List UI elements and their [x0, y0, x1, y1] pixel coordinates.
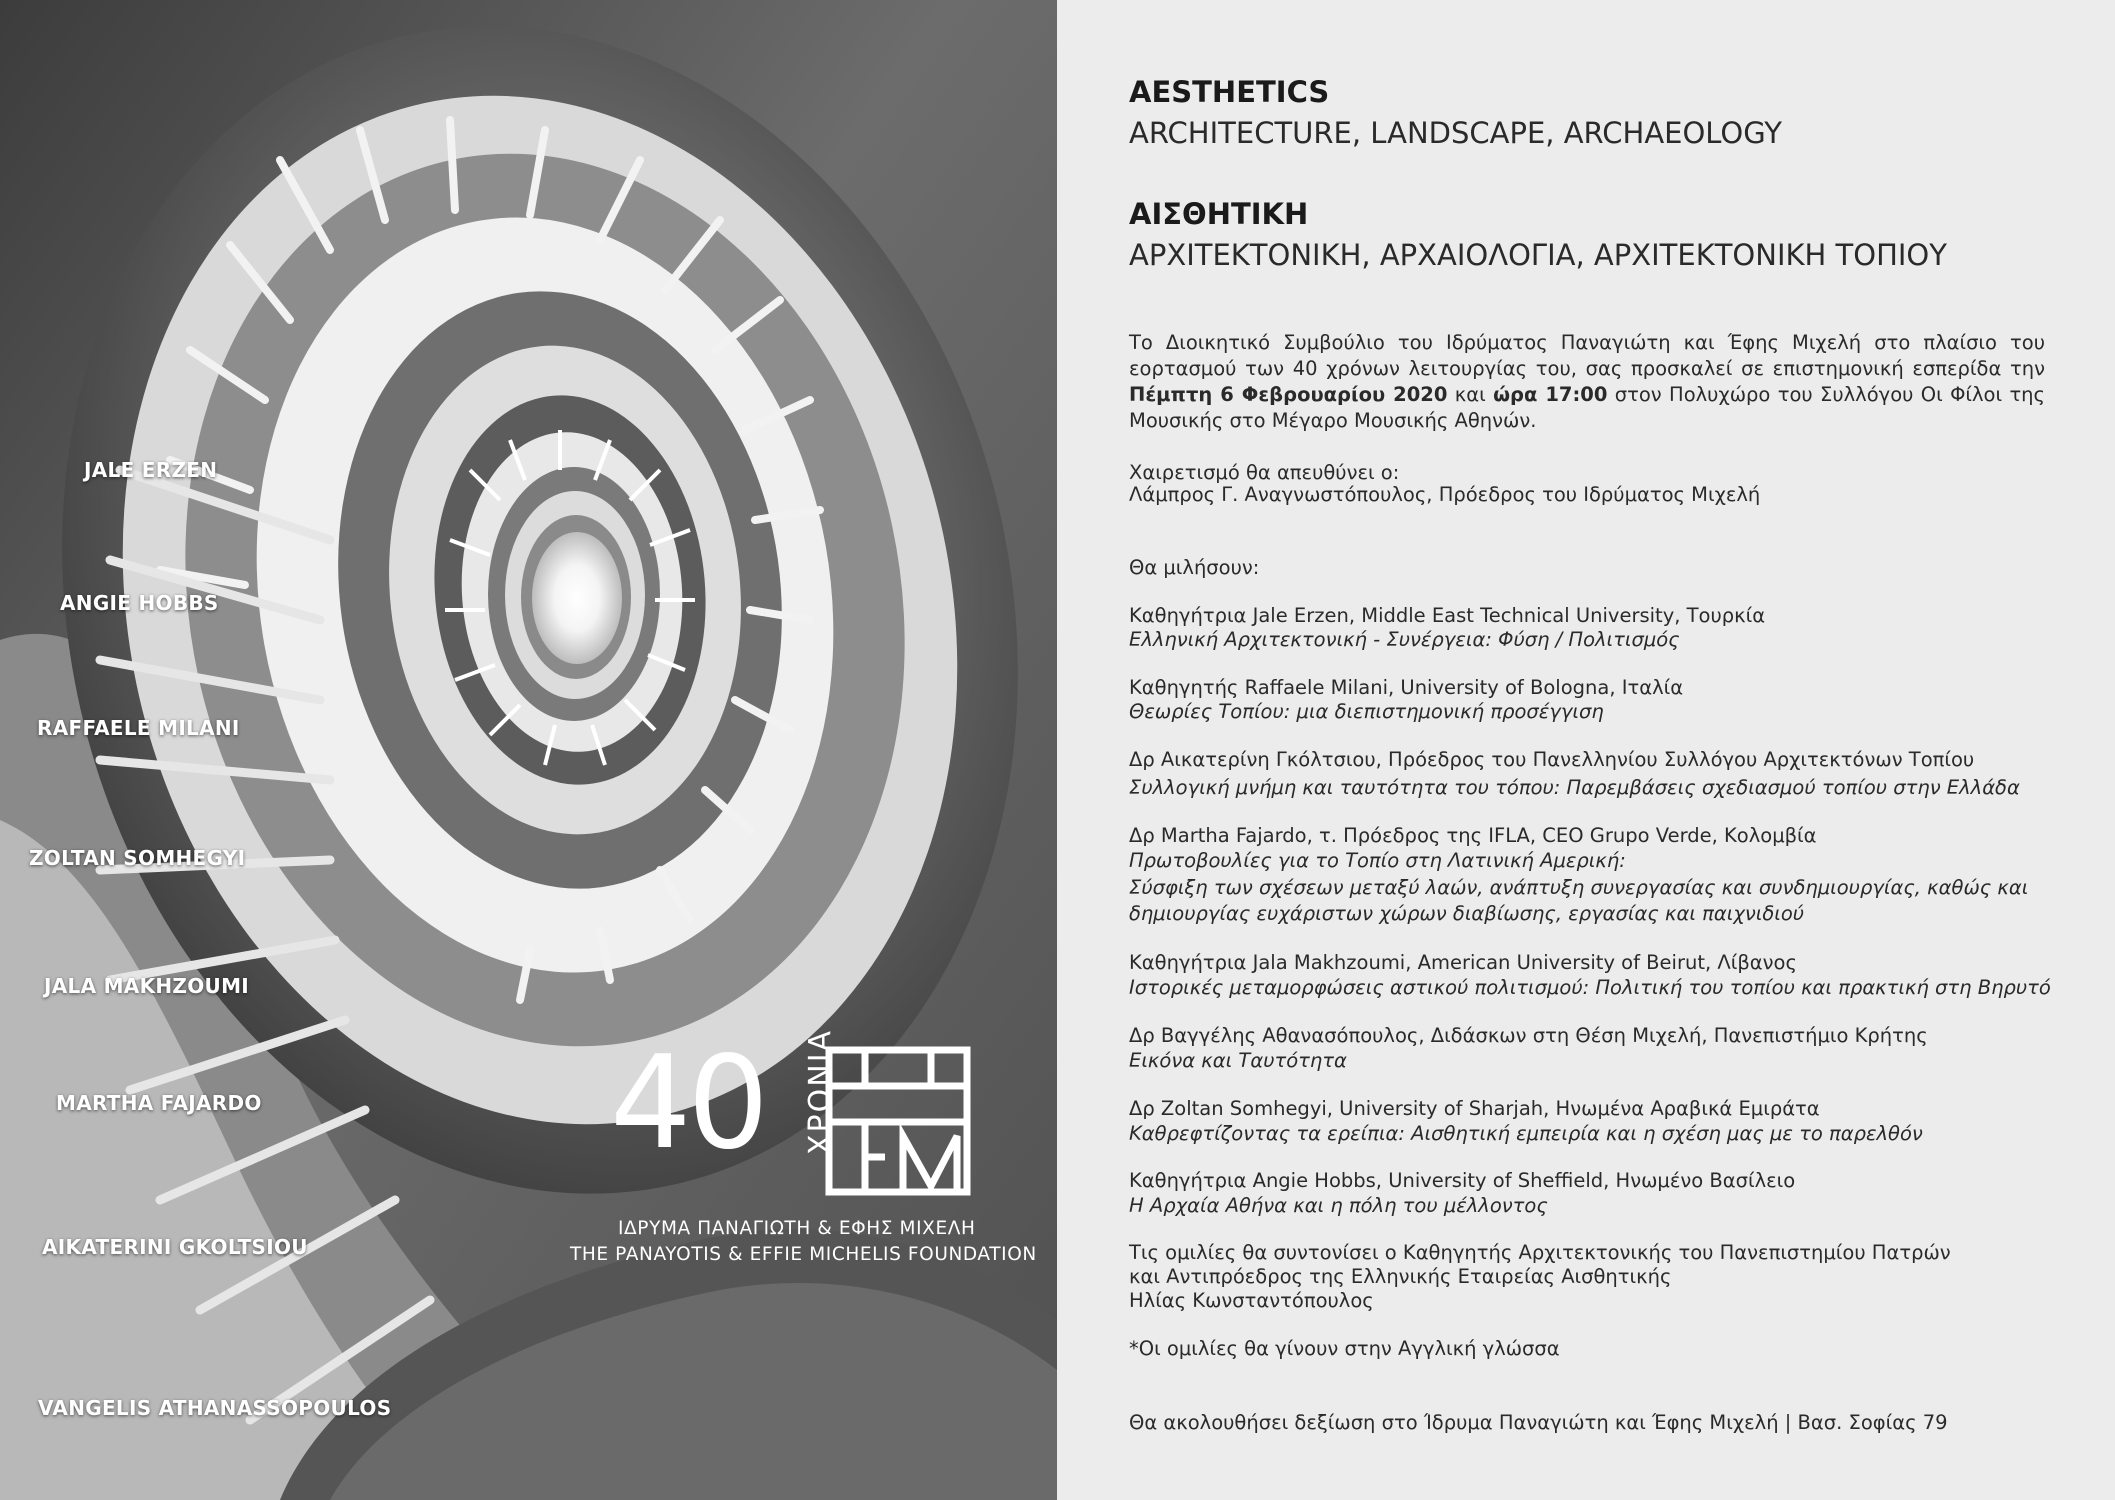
intro-text: στον Πολυχώρο του Συλλόγου Οι Φίλοι της Μουσικής στο Μέγαρο Μουσικής Αθηνών.	[1129, 383, 2045, 432]
speaker-name-left: ANGIE HOBBS	[60, 591, 219, 615]
talk-title: Θεωρίες Τοπίου: μια διεπιστημονική προσέγγιση	[1129, 700, 1604, 723]
monogram-icon	[825, 1046, 971, 1196]
talk-title: Πρωτοβουλίες για το Τοπίο στη Λατινική Αμερική:	[1129, 849, 1626, 872]
talk-title: Εικόνα και Ταυτότητα	[1129, 1049, 1347, 1072]
reception-footer: Θα ακολουθήσει δεξίωση στο Ίδρυμα Παναγιώτη και Έφης Μιχελή | Βασ. Σοφίας 79	[1129, 1411, 1948, 1434]
talk-speaker: Δρ Martha Fajardo, τ. Πρόεδρος της IFLA, CEO Grupo Verde, Κολομβία	[1129, 824, 1817, 847]
staircase-photo-panel	[0, 0, 1057, 1500]
subtitle-english: ARCHITECTURE, LANDSCAPE, ARCHAEOLOGY	[1129, 116, 1782, 150]
spiral-staircase-photo	[0, 0, 1057, 1500]
greeting-speaker: Λάμπρος Γ. Αναγνωστόπουλος, Πρόεδρος του Ιδρύματος Μιχελή	[1129, 483, 1761, 506]
logo-line-greek: ΙΔΡΥΜΑ ΠΑΝΑΓΙΩΤΗ & ΕΦΗΣ ΜΙΧΕΛΗ	[618, 1218, 976, 1239]
talk-speaker: Καθηγήτρια Jale Erzen, Middle East Technical University, Τουρκία	[1129, 604, 1766, 627]
speaker-name-left: AIKATERINI GKOLTSIOU	[42, 1235, 308, 1259]
subtitle-greek: ΑΡΧΙΤΕΚΤΟΝΙΚΗ, ΑΡΧΑΙΟΛΟΓΙΑ, ΑΡΧΙΤΕΚΤΟΝΙΚΗ ΤΟΠΙΟΥ	[1129, 238, 1947, 272]
speaker-name-left: JALA MAKHZOUMI	[44, 974, 250, 998]
talk-title: Η Αρχαία Αθήνα και η πόλη του μέλλοντος	[1129, 1194, 1548, 1217]
talk-speaker: Καθηγήτρια Angie Hobbs, University of Sheffield, Ηνωμένο Βασίλειο	[1129, 1169, 1796, 1192]
talk-speaker: Καθηγητής Raffaele Milani, University of Bologna, Ιταλία	[1129, 676, 1684, 699]
logo-number: 40	[610, 1029, 765, 1178]
language-note: *Οι ομιλίες θα γίνουν στην Αγγλική γλώσσα	[1129, 1337, 1560, 1360]
moderator-name: Ηλίας Κωνσταντόπουλος	[1129, 1289, 1374, 1312]
intro-text: και	[1447, 383, 1494, 406]
title-english: AESTHETICS	[1129, 75, 1330, 109]
moderator-line: και Αντιπρόεδρος της Ελληνικής Εταιρείας Αισθητικής	[1129, 1265, 1672, 1288]
talk-title: Συλλογική μνήμη και ταυτότητα του τόπου: Παρεμβάσεις σχεδιασμού τοπίου στην Ελλάδα	[1129, 776, 2020, 799]
speaker-name-left: VANGELIS ATHANASSOPOULOS	[38, 1396, 392, 1420]
speaker-name-left: MARTHA FAJARDO	[56, 1091, 262, 1115]
speaker-name-left: ZOLTAN SOMHEGYI	[29, 846, 246, 870]
talk-title: Ελληνική Αρχιτεκτονική - Συνέργεια: Φύση / Πολιτισμός	[1129, 628, 1680, 651]
talk-speaker: Δρ Αικατερίνη Γκόλτσιου, Πρόεδρος του Πανελληνίου Συλλόγου Αρχιτεκτόνων Τοπίου	[1129, 748, 1975, 771]
speakers-heading: Θα μιλήσουν:	[1129, 556, 1260, 579]
title-greek: ΑΙΣΘΗΤΙΚΗ	[1129, 197, 1309, 231]
intro-paragraph	[1129, 330, 2045, 434]
logo-line-english: THE PANAYOTIS & EFFIE MICHELIS FOUNDATION	[570, 1244, 1037, 1265]
talk-title: Ιστορικές μεταμορφώσεις αστικού πολιτισμού: Πολιτική του τοπίου και πρακτική στη Βηρυτό	[1129, 976, 2051, 999]
invitation-text	[1129, 0, 2051, 1500]
talk-title: Σύσφιξη των σχέσεων μεταξύ λαών, ανάπτυξη συνεργασίας και συνδημιουργίας, καθώς και	[1129, 876, 2029, 899]
talk-speaker: Καθηγήτρια Jala Makhzoumi, American University of Beirut, Λίβανος	[1129, 951, 1797, 974]
greeting-line: Χαιρετισμό θα απευθύνει ο:	[1129, 461, 1400, 484]
talk-title: Καθρεφτίζοντας τα ερείπια: Αισθητική εμπειρία και η σχέση μας με το παρελθόν	[1129, 1122, 1923, 1145]
event-time: ώρα 17:00	[1493, 383, 1608, 406]
talk-speaker: Δρ Βαγγέλης Αθανασόπουλος, Διδάσκων στη Θέση Μιχελή, Πανεπιστήμιο Κρήτης	[1129, 1024, 1928, 1047]
moderator-line: Τις ομιλίες θα συντονίσει ο Καθηγητής Αρχιτεκτονικής του Πανεπιστημίου Πατρών	[1129, 1241, 1951, 1264]
intro-text: Το Διοικητικό Συμβούλιο του Ιδρύματος Παναγιώτη και Έφης Μιχελή στο πλαίσιο του εορτασμού των 40 χρόνων λειτουργίας του, σας προσκαλεί σε επιστημονική εσπερίδα την	[1129, 331, 2045, 380]
foundation-logo	[570, 1028, 1037, 1270]
speaker-name-left: JALE ERZEN	[84, 458, 218, 482]
logo-word: ΧΡΟΝΙΑ	[803, 1028, 838, 1155]
talk-speaker: Δρ Zoltan Somhegyi, University of Sharjah, Ηνωμένα Αραβικά Εμιράτα	[1129, 1097, 1820, 1120]
speaker-name-left: RAFFAELE MILANI	[37, 716, 240, 740]
talk-title: δημιουργίας ευχάριστων χώρων διαβίωσης, εργασίας και παιχνιδιού	[1129, 902, 1805, 925]
event-date: Πέμπτη 6 Φεβρουαρίου 2020	[1129, 383, 1448, 406]
